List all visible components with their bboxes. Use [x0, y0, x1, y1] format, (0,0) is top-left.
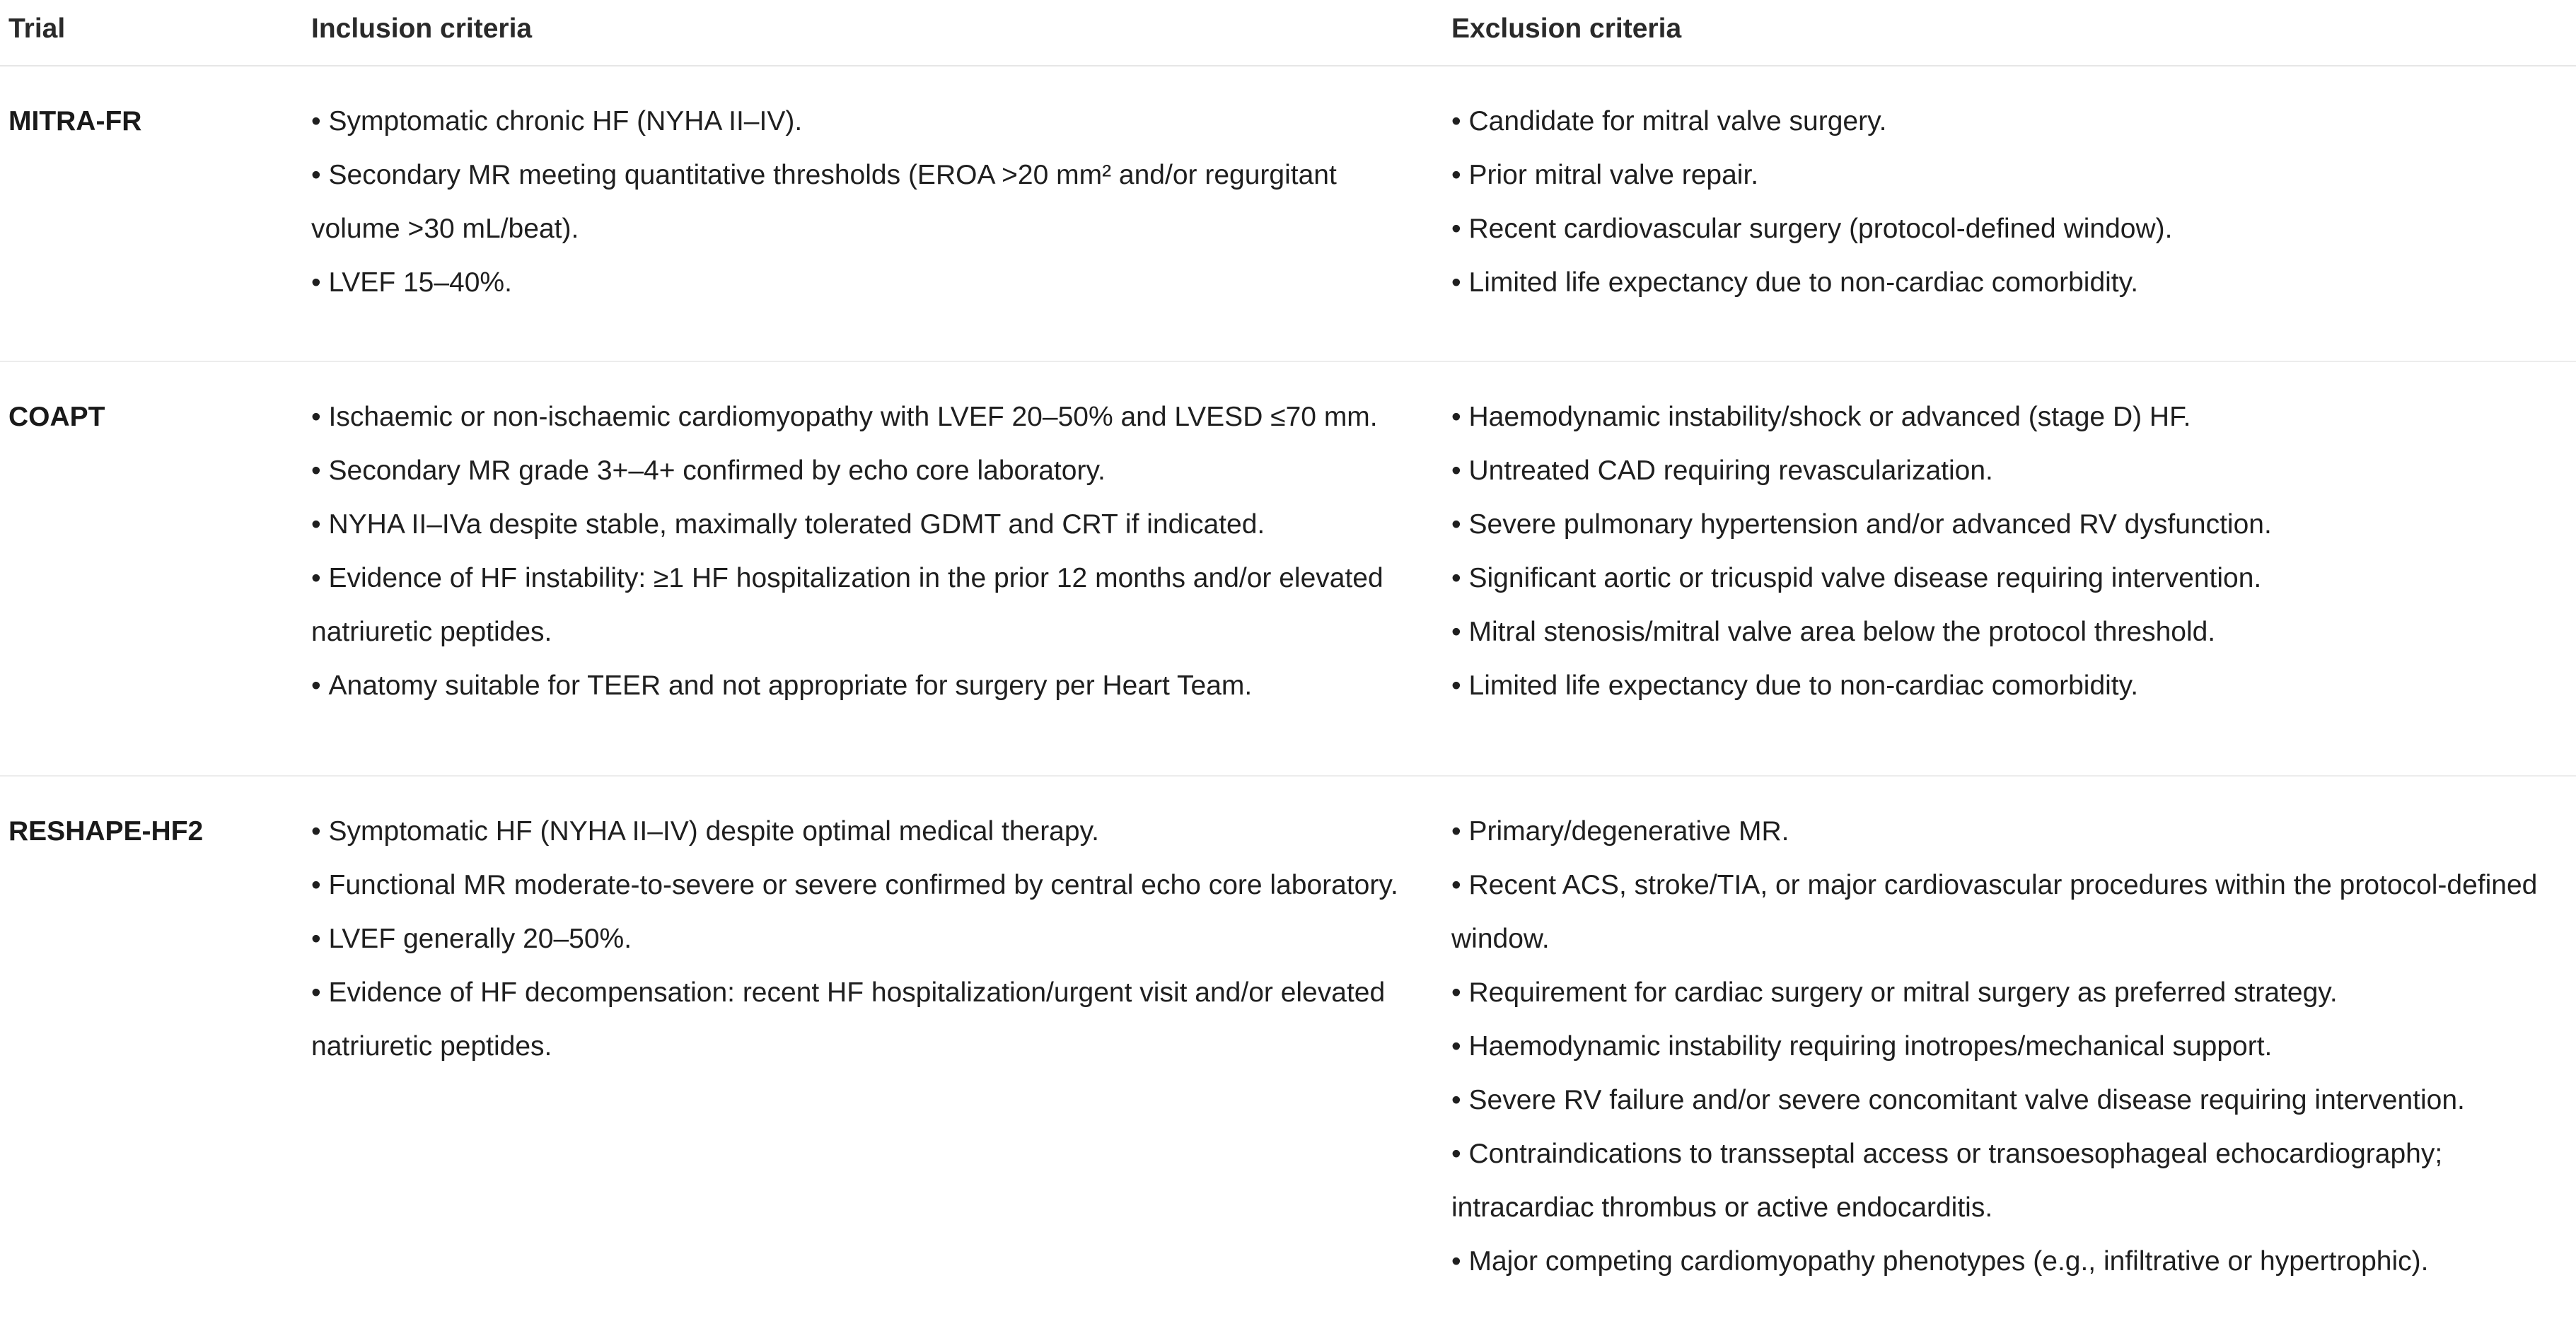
- criterion-item: • Functional MR moderate-to-severe or severe confirmed by central echo core laboratory.: [311, 859, 1423, 912]
- header-inclusion: Inclusion criteria: [311, 0, 1451, 66]
- exclusion-list: [1451, 390, 2569, 713]
- criterion-item: • NYHA II–IVa despite stable, maximally tolerated GDMT and CRT if indicated.: [311, 498, 1423, 552]
- criterion-item: • Primary/degenerative MR.: [1451, 805, 2569, 859]
- criterion-item: • Significant aortic or tricuspid valve disease requiring intervention.: [1451, 552, 2569, 605]
- criterion-item: • Haemodynamic instability requiring inotropes/mechanical support.: [1451, 1020, 2569, 1074]
- header-row: [0, 0, 2576, 66]
- criterion-item: • Anatomy suitable for TEER and not appropriate for surgery per Heart Team.: [311, 659, 1423, 713]
- criterion-item: • Symptomatic HF (NYHA II–IV) despite optimal medical therapy.: [311, 805, 1423, 859]
- table-header: [0, 0, 2576, 66]
- exclusion-list: [1451, 95, 2569, 310]
- criterion-item: • Untreated CAD requiring revascularization.: [1451, 444, 2569, 498]
- table-row: [0, 361, 2576, 776]
- criterion-item: • LVEF 15–40%.: [311, 256, 1423, 310]
- criterion-item: • Ischaemic or non-ischaemic cardiomyopathy with LVEF 20–50% and LVESD ≤70 mm.: [311, 390, 1423, 444]
- criterion-item: • Haemodynamic instability/shock or advanced (stage D) HF.: [1451, 390, 2569, 444]
- trial-name: RESHAPE-HF2: [8, 816, 204, 847]
- criterion-item: • Major competing cardiomyopathy phenotypes (e.g., infiltrative or hypertrophic).: [1451, 1235, 2569, 1289]
- inclusion-cell: [311, 776, 1451, 1306]
- exclusion-cell: [1451, 66, 2576, 361]
- criterion-item: • Severe pulmonary hypertension and/or advanced RV dysfunction.: [1451, 498, 2569, 552]
- criterion-item: • Evidence of HF decompensation: recent HF hospitalization/urgent visit and/or elevated natriuretic peptides.: [311, 966, 1423, 1074]
- inclusion-list: [311, 390, 1423, 713]
- criterion-item: • Secondary MR meeting quantitative thresholds (EROA >20 mm² and/or regurgitant volume >30 mL/beat).: [311, 149, 1423, 256]
- criterion-item: • Recent cardiovascular surgery (protocol-defined window).: [1451, 202, 2569, 256]
- criterion-item: • Limited life expectancy due to non-cardiac comorbidity.: [1451, 256, 2569, 310]
- criterion-item: • Evidence of HF instability: ≥1 HF hospitalization in the prior 12 months and/or elevated natriuretic peptides.: [311, 552, 1423, 659]
- criterion-item: • Limited life expectancy due to non-cardiac comorbidity.: [1451, 659, 2569, 713]
- criterion-item: • Recent ACS, stroke/TIA, or major cardiovascular procedures within the protocol-defined window.: [1451, 859, 2569, 966]
- criterion-item: • LVEF generally 20–50%.: [311, 912, 1423, 966]
- criterion-item: • Mitral stenosis/mitral valve area below the protocol threshold.: [1451, 605, 2569, 659]
- criterion-item: • Candidate for mitral valve surgery.: [1451, 95, 2569, 149]
- criterion-item: • Requirement for cardiac surgery or mitral surgery as preferred strategy.: [1451, 966, 2569, 1020]
- inclusion-cell: [311, 66, 1451, 361]
- exclusion-cell: [1451, 776, 2576, 1306]
- table-row: [0, 776, 2576, 1306]
- inclusion-list: [311, 95, 1423, 310]
- exclusion-cell: [1451, 361, 2576, 776]
- header-exclusion: Exclusion criteria: [1451, 0, 2576, 66]
- criterion-item: • Severe RV failure and/or severe concomitant valve disease requiring intervention.: [1451, 1074, 2569, 1127]
- trial-name: MITRA-FR: [0, 66, 311, 361]
- criterion-item: • Prior mitral valve repair.: [1451, 149, 2569, 202]
- criterion-item: • Contraindications to transseptal access or transoesophageal echocardiography; intracardiac thrombus or active endocarditis.: [1451, 1127, 2569, 1235]
- trial-name: COAPT: [0, 361, 311, 776]
- table-body: [0, 66, 2576, 1306]
- inclusion-cell: [311, 361, 1451, 776]
- table-row: [0, 66, 2576, 361]
- exclusion-list: [1451, 805, 2569, 1289]
- inclusion-list: [311, 805, 1423, 1074]
- criterion-item: • Secondary MR grade 3+–4+ confirmed by echo core laboratory.: [311, 444, 1423, 498]
- header-trial: Trial: [0, 0, 311, 66]
- criterion-item: • Symptomatic chronic HF (NYHA II–IV).: [311, 95, 1423, 149]
